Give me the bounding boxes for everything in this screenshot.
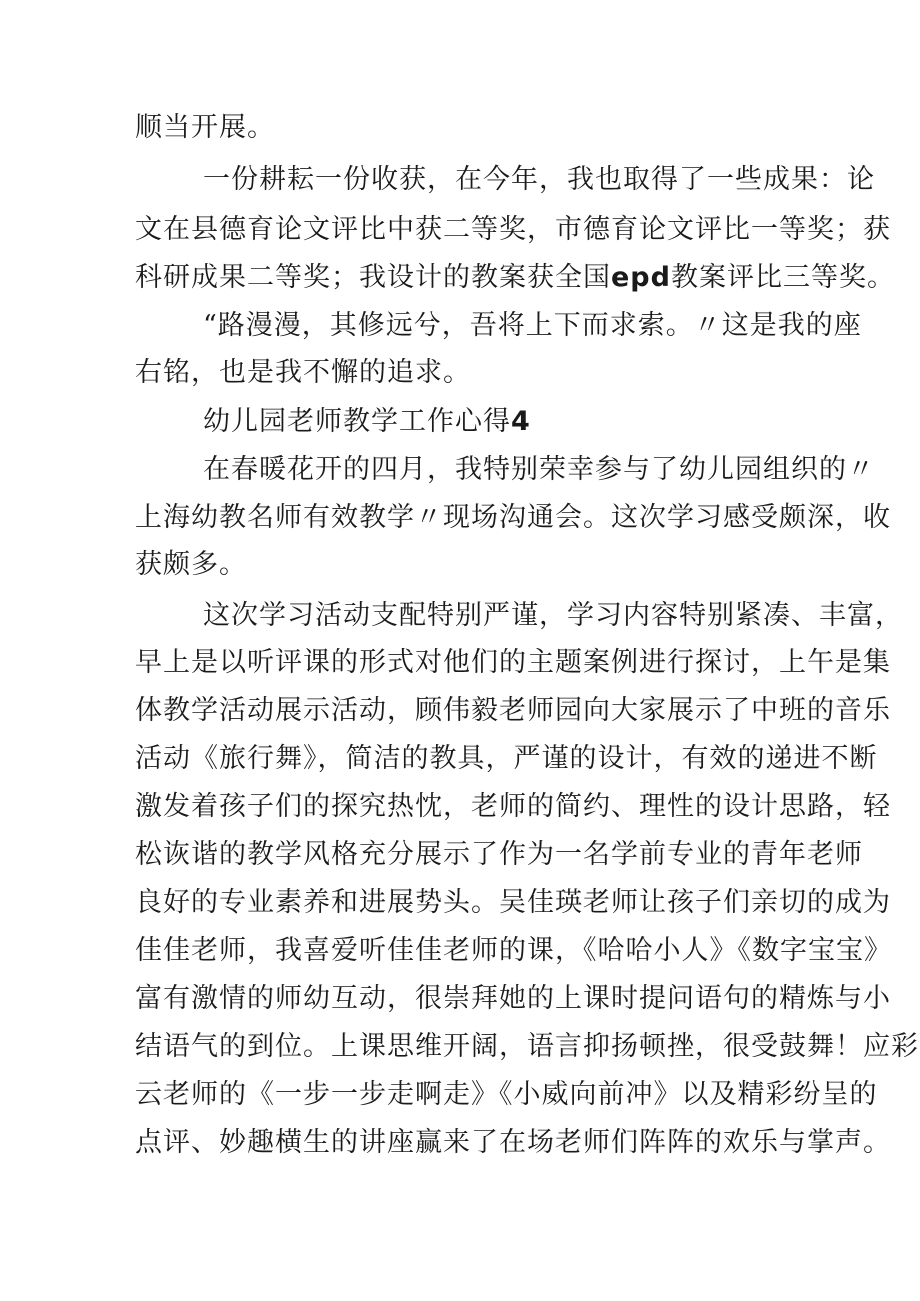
paragraph-line: 这次学习活动支配特别严谨，学习内容特别紧凑、丰富， (203, 600, 903, 631)
paragraph-line: 激发着孩子们的探究热忱，老师的简约、理性的设计思路，轻 (135, 791, 891, 822)
paragraph-line: 顺当开展。 (135, 112, 275, 143)
line-text: 教案评比三等奖。 (670, 262, 895, 293)
paragraph-line: 早上是以听评课的形式对他们的主题案例进行探讨，上午是集 (135, 647, 891, 678)
heading-number: 4 (511, 406, 531, 437)
paragraph-line: 一份耕耘一份收获，在今年，我也取得了一些成果：论 (203, 164, 875, 195)
heading-text: 幼儿园老师教学工作心得 (203, 406, 511, 437)
paragraph-line: 文在县德育论文评比中获二等奖，市德育论文评比一等奖；获 (135, 214, 891, 245)
paragraph-line: 右铭，也是我不懈的追求。 (135, 357, 471, 388)
paragraph-line: 富有激情的师幼互动，很崇拜她的上课时提问语句的精炼与小 (135, 983, 891, 1014)
paragraph-line (135, 258, 895, 298)
paragraph-line: 松诙谐的教学风格充分展示了作为一名学前专业的青年老师 (135, 839, 863, 870)
paragraph-line: 活动《旅行舞》，简洁的教具，严谨的设计，有效的递进不断 (135, 743, 878, 774)
paragraph-line: 在春暖花开的四月，我特别荣幸参与了幼儿园组织的〃 (203, 454, 875, 485)
paragraph-line: 佳佳老师，我喜爱听佳佳老师的课，《哈哈小人》《数字宝宝》 (135, 935, 892, 966)
bold-abbreviation: epd (611, 262, 671, 293)
paragraph-line: 体教学活动展示活动，顾伟毅老师园向大家展示了中班的音乐 (135, 695, 891, 726)
paragraph-line: 结语气的到位。上课思维开阔，语言抑扬顿挫，很受鼓舞！应彩 (135, 1031, 919, 1062)
line-text: 科研成果二等奖；我设计的教案获全国 (135, 262, 611, 293)
section-heading (203, 402, 531, 442)
paragraph-line: 良好的专业素养和进展势头。吴佳瑛老师让孩子们亲切的成为 (135, 887, 891, 918)
paragraph-line: 点评、妙趣横生的讲座赢来了在场老师们阵阵的欢乐与掌声。 (135, 1127, 891, 1158)
paragraph-line: 上海幼教名师有效教学〃现场沟通会。这次学习感受颇深，收 (135, 502, 891, 533)
paragraph-line: 云老师的《一步一步走啊走》《小威向前冲》以及精彩纷呈的 (135, 1079, 878, 1110)
paragraph-line: 获颇多。 (135, 549, 247, 580)
paragraph-line: “路漫漫，其修远兮，吾将上下而求索。〃这是我的座 (203, 310, 862, 341)
